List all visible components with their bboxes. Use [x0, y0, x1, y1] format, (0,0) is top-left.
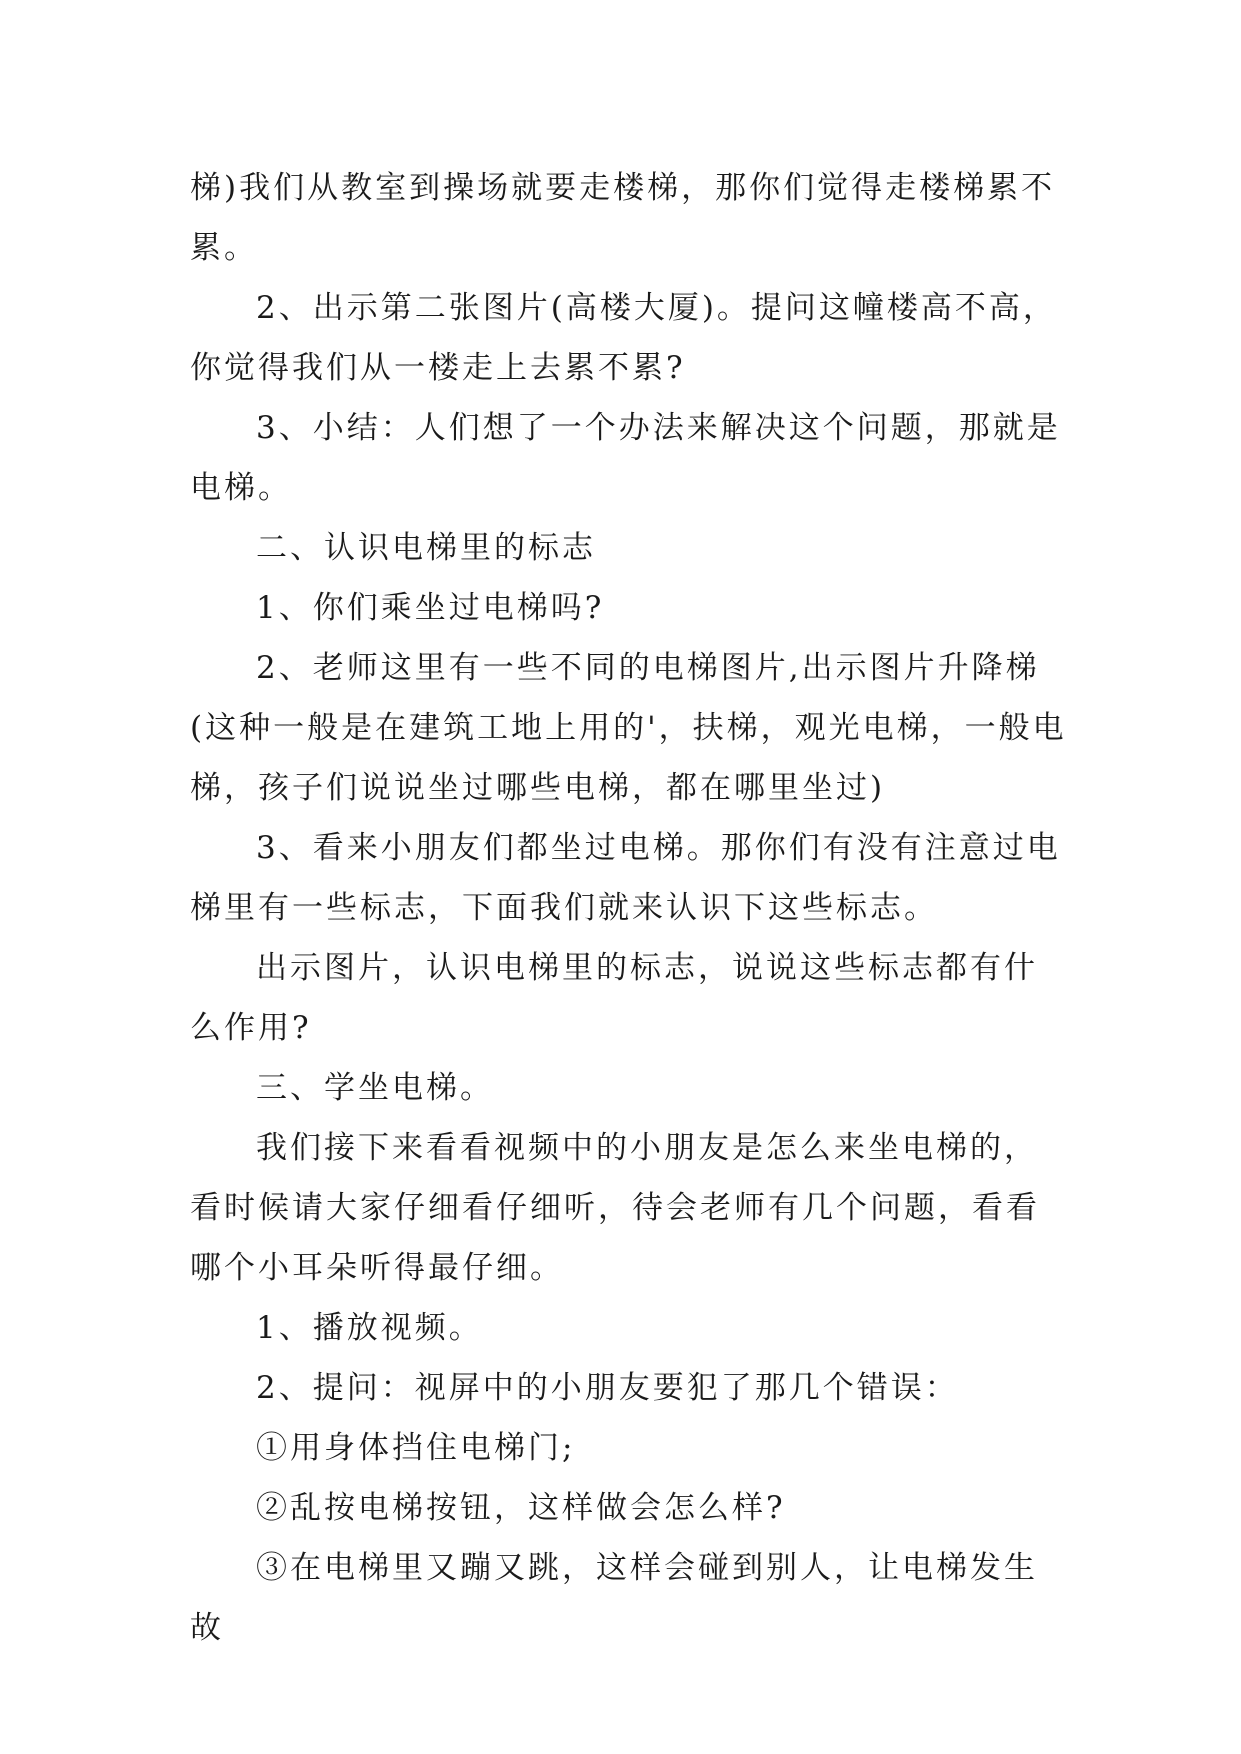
- section-heading-2: 二、认识电梯里的标志: [256, 530, 596, 566]
- paragraph-10: 我们接下来看看视频中的小朋友是怎么来坐电梯的，看时候请大家仔细看仔细听，待会老师有几个问题，看看哪个小耳朵听得最仔细。: [190, 1130, 1040, 1286]
- paragraph-11: 1、播放视频。: [256, 1310, 483, 1346]
- list-item-1: ①用身体挡住电梯门;: [256, 1430, 576, 1466]
- paragraph-5: 1、你们乘坐过电梯吗?: [256, 590, 605, 626]
- document-body: [190, 158, 1070, 1658]
- paragraph-8: 出示图片，认识电梯里的标志，说说这些标志都有什么作用?: [190, 950, 1038, 1046]
- paragraph-7: 3、看来小朋友们都坐过电梯。那你们有没有注意过电梯里有一些标志，下面我们就来认识下这些标志。: [190, 830, 1061, 926]
- section-heading-3: 三、学坐电梯。: [256, 1070, 494, 1106]
- paragraph-2: 2、出示第二张图片(高楼大厦)。提问这幢楼高不高，你觉得我们从一楼走上去累不累?: [190, 290, 1057, 386]
- paragraph-12: 2、提问：视屏中的小朋友要犯了那几个错误：: [256, 1370, 959, 1406]
- paragraph-1: 梯)我们从教室到操场就要走楼梯，那你们觉得走楼梯累不累。: [190, 170, 1056, 266]
- paragraph-6: 2、老师这里有一些不同的电梯图片,出示图片升降梯(这种一般是在建筑工地上用的'，扶梯，观光电梯，一般电梯，孩子们说说坐过哪些电梯，都在哪里坐过): [190, 650, 1067, 806]
- list-item-2: ②乱按电梯按钮，这样做会怎么样?: [256, 1490, 786, 1526]
- list-item-3: ③在电梯里又蹦又跳，这样会碰到别人，让电梯发生故: [190, 1550, 1038, 1646]
- paragraph-3: 3、小结：人们想了一个办法来解决这个问题，那就是电梯。: [190, 410, 1061, 506]
